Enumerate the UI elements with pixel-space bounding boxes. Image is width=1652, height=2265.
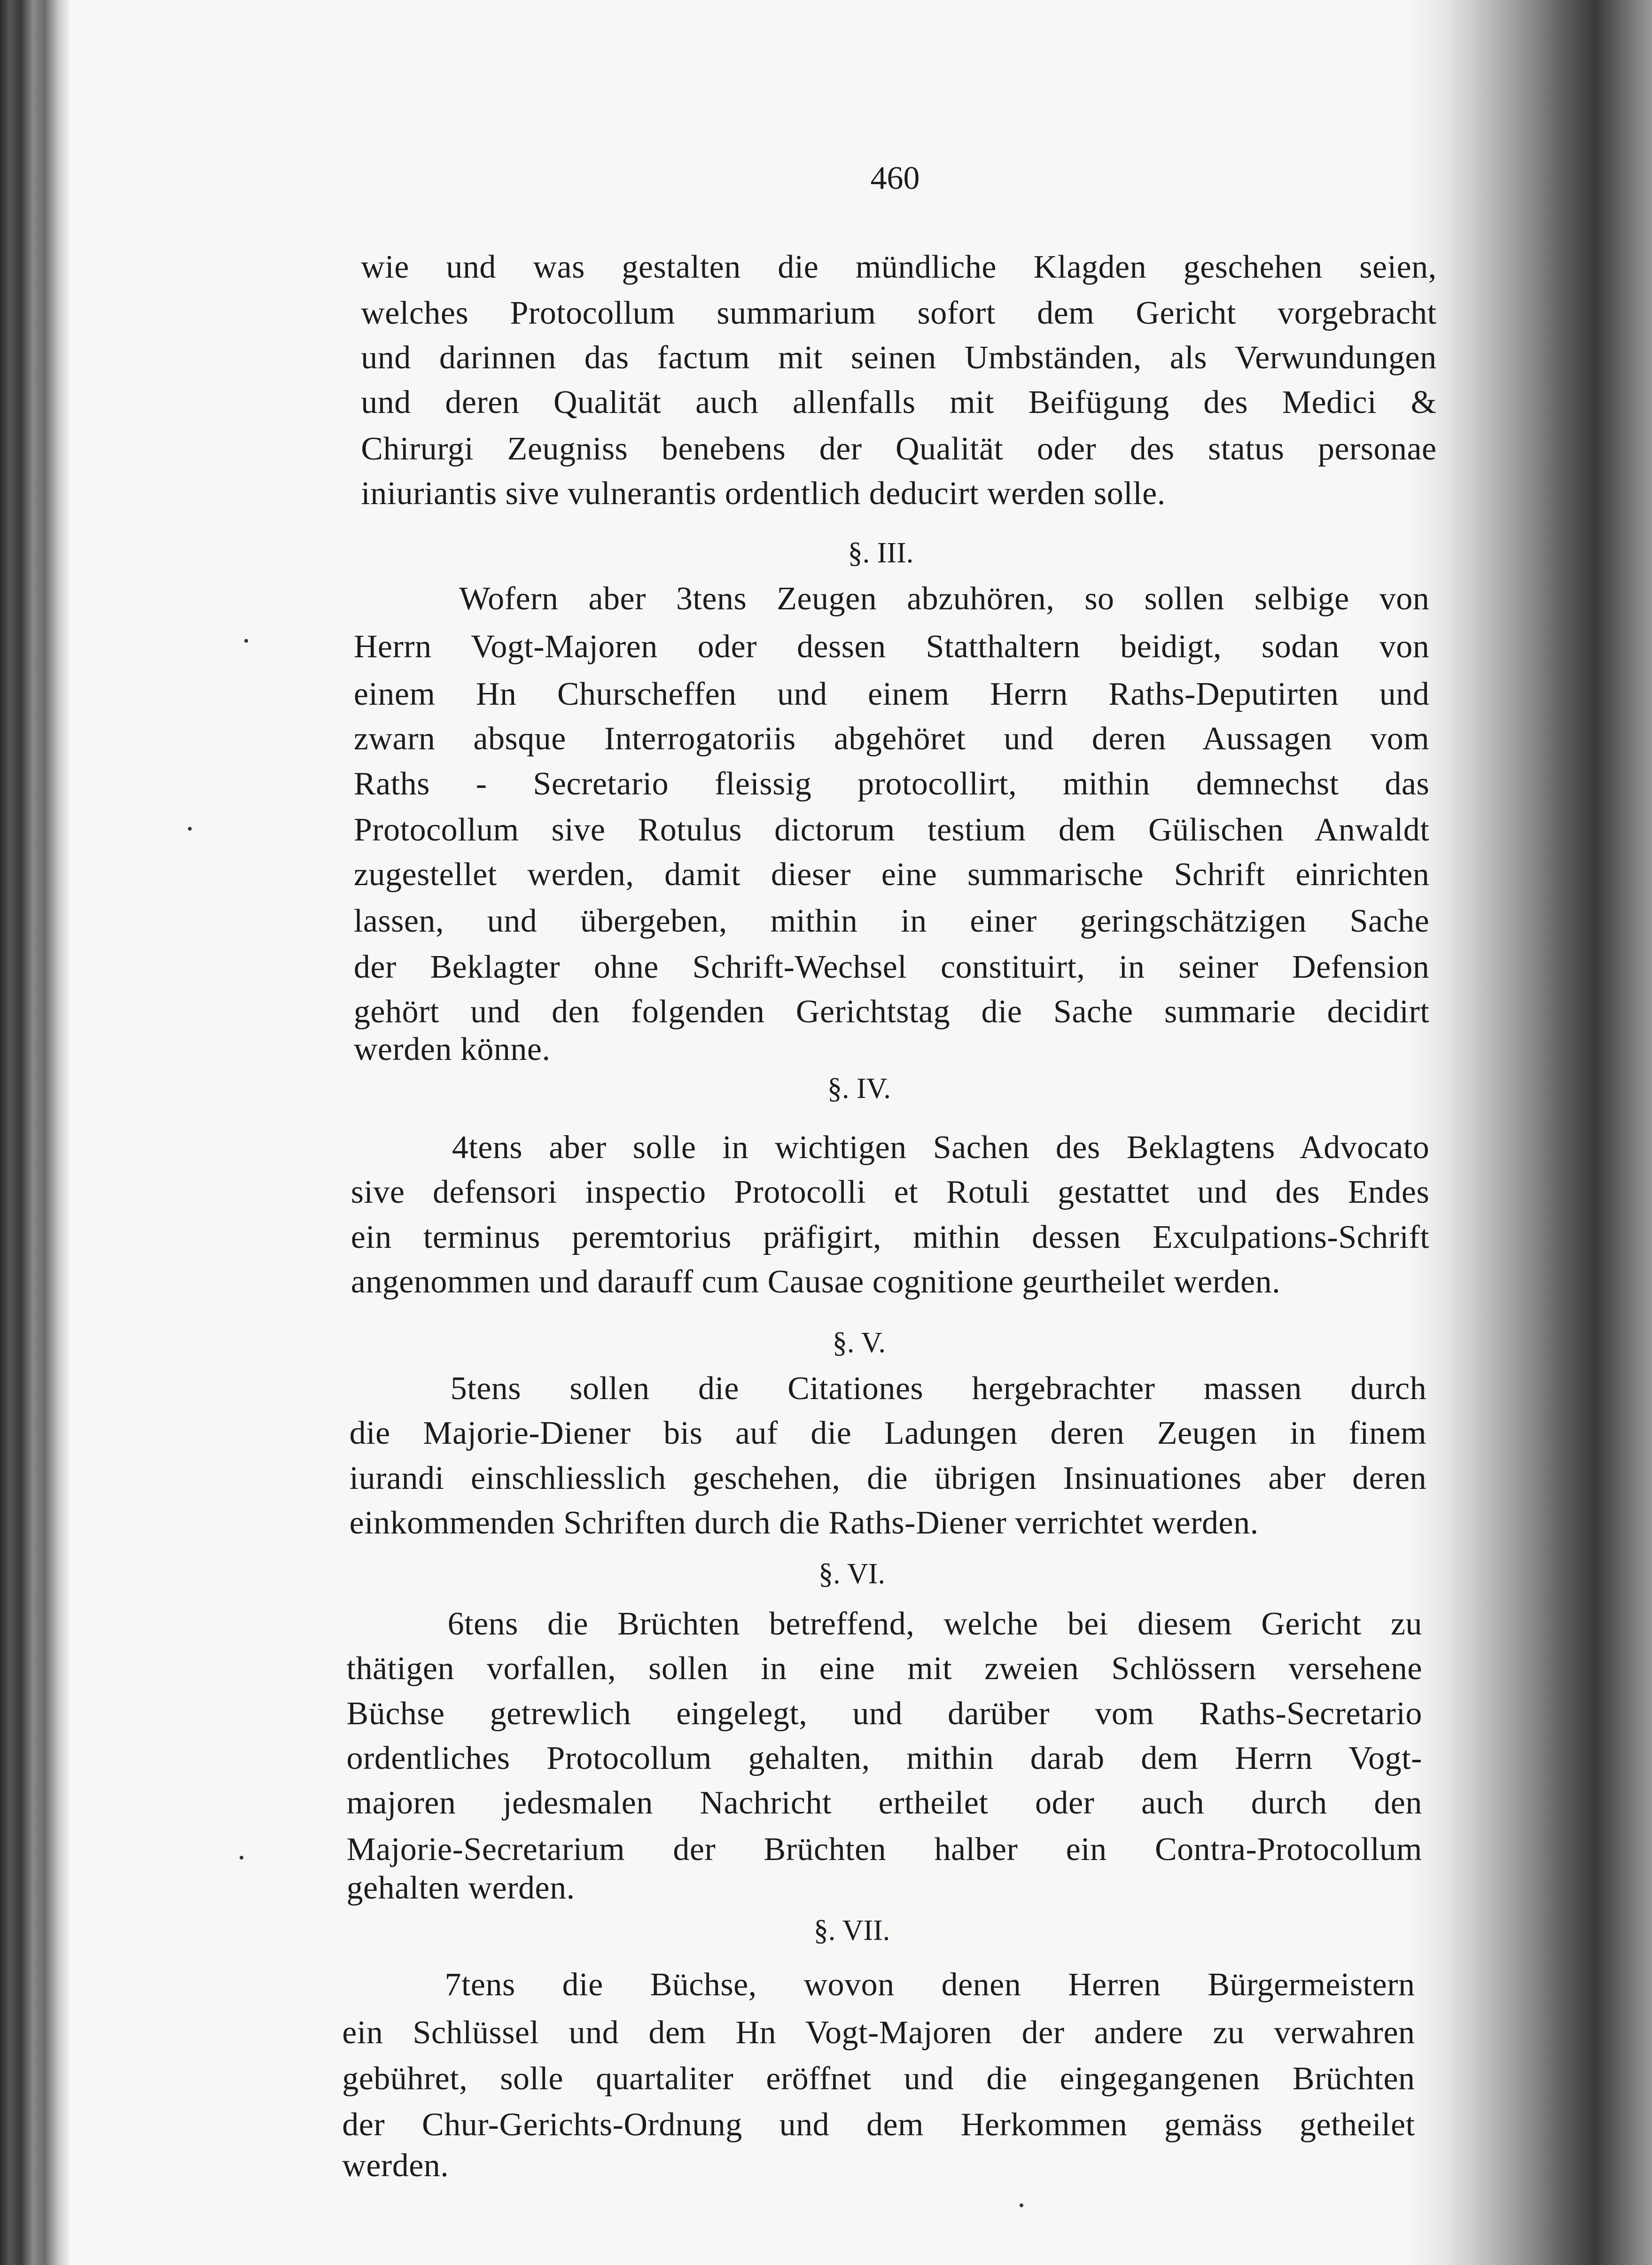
text-line: werden. bbox=[342, 2147, 449, 2184]
text-line: Raths - Secretario fleissig protocollirt, mithin demnechst das bbox=[353, 765, 1430, 802]
section-heading: §. VII. bbox=[813, 1914, 890, 1946]
text-line: Büchse getrewlich eingelegt, und darüber vom Raths-Secretario bbox=[346, 1695, 1422, 1732]
text-line: wie und was gestalten die mündliche Klagden geschehen seien, bbox=[361, 249, 1437, 285]
section-heading: §. III. bbox=[848, 537, 914, 569]
speck bbox=[244, 639, 248, 643]
text-line: Protocollum sive Rotulus dictorum testium dem Gülischen Anwaldt bbox=[353, 811, 1430, 848]
text-line: 7tens die Büchse, wovon denen Herren Bürgermeistern bbox=[444, 1967, 1415, 2003]
text-line: die Majorie-Diener bis auf die Ladungen deren Zeugen in finem bbox=[349, 1415, 1427, 1452]
text-line: werden könne. bbox=[353, 1031, 551, 1068]
page-number: 460 bbox=[870, 160, 920, 196]
speck bbox=[1020, 2203, 1023, 2207]
scan-left-edge bbox=[0, 0, 70, 2265]
text-line: und darinnen das factum mit seinen Umbständen, als Verwundungen bbox=[361, 340, 1437, 376]
text-line: lassen, und übergeben, mithin in einer geringschätzigen Sache bbox=[353, 903, 1430, 939]
section-heading: §. V. bbox=[832, 1326, 886, 1359]
text-line: gebühret, solle quartaliter eröffnet und die eingegangenen Brüchten bbox=[342, 2061, 1415, 2097]
text-line: zwarn absque Interrogatoriis abgehöret und deren Aussagen vom bbox=[353, 721, 1430, 757]
text-line: einkommenden Schriften durch die Raths-Diener verrichtet werden. bbox=[349, 1505, 1259, 1541]
text-line: 6tens die Brüchten betreffend, welche bei diesem Gericht zu bbox=[447, 1606, 1422, 1642]
text-line: zugestellet werden, damit dieser eine summarische Schrift einrichten bbox=[353, 856, 1430, 893]
scan-right-shadow bbox=[1408, 0, 1652, 2265]
speck bbox=[188, 827, 192, 831]
text-line: ein terminus peremtorius präfigirt, mithin dessen Exculpations-Schrift bbox=[351, 1219, 1430, 1255]
text-line: der Chur-Gerichts-Ordnung und dem Herkommen gemäss getheilet bbox=[342, 2107, 1415, 2143]
text-line: einem Hn Churscheffen und einem Herrn Raths-Deputirten und bbox=[353, 676, 1430, 713]
text-line: ein Schlüssel und dem Hn Vogt-Majoren der andere zu verwahren bbox=[342, 2014, 1415, 2051]
section-heading: §. VI. bbox=[818, 1557, 885, 1590]
text-line: angenommen und darauff cum Causae cognitione geurtheilet werden. bbox=[351, 1263, 1281, 1300]
text-line: gehalten werden. bbox=[346, 1870, 575, 1907]
text-line: Wofern aber 3tens Zeugen abzuhören, so sollen selbige von bbox=[459, 581, 1430, 617]
section-heading: §. IV. bbox=[827, 1073, 891, 1105]
text-line: gehört und den folgenden Gerichtstag die Sache summarie decidirt bbox=[353, 994, 1430, 1030]
text-line: Herrn Vogt-Majoren oder dessen Statthaltern beidigt, sodan von bbox=[353, 628, 1430, 665]
text-line: thätigen vorfallen, sollen in eine mit zweien Schlössern versehene bbox=[346, 1650, 1422, 1687]
text-line: 4tens aber solle in wichtigen Sachen des Beklagtens Advocato bbox=[452, 1129, 1430, 1166]
text-line: iurandi einschliesslich geschehen, die übrigen Insinuationes aber deren bbox=[349, 1460, 1427, 1496]
text-line: und deren Qualität auch allenfalls mit Beifügung des Medici & bbox=[361, 384, 1437, 421]
text-line: majoren jedesmalen Nachricht ertheilet oder auch durch den bbox=[346, 1785, 1422, 1821]
speck bbox=[240, 1856, 243, 1860]
text-line: ordentliches Protocollum gehalten, mithin darab dem Herrn Vogt- bbox=[346, 1740, 1422, 1776]
text-line: sive defensori inspectio Protocolli et Rotuli gestattet und des Endes bbox=[351, 1174, 1430, 1211]
text-line: der Beklagter ohne Schrift-Wechsel constituirt, in seiner Defension bbox=[353, 949, 1430, 985]
text-line: welches Protocollum summarium sofort dem Gericht vorgebracht bbox=[361, 295, 1437, 331]
text-line: Majorie-Secretarium der Brüchten halber ein Contra-Protocollum bbox=[346, 1831, 1422, 1868]
text-line: 5tens sollen die Citationes hergebrachter massen durch bbox=[450, 1370, 1427, 1407]
text-line: iniuriantis sive vulnerantis ordentlich deducirt werden solle. bbox=[361, 475, 1166, 512]
text-line: Chirurgi Zeugniss benebens der Qualität oder des status personae bbox=[361, 430, 1437, 467]
